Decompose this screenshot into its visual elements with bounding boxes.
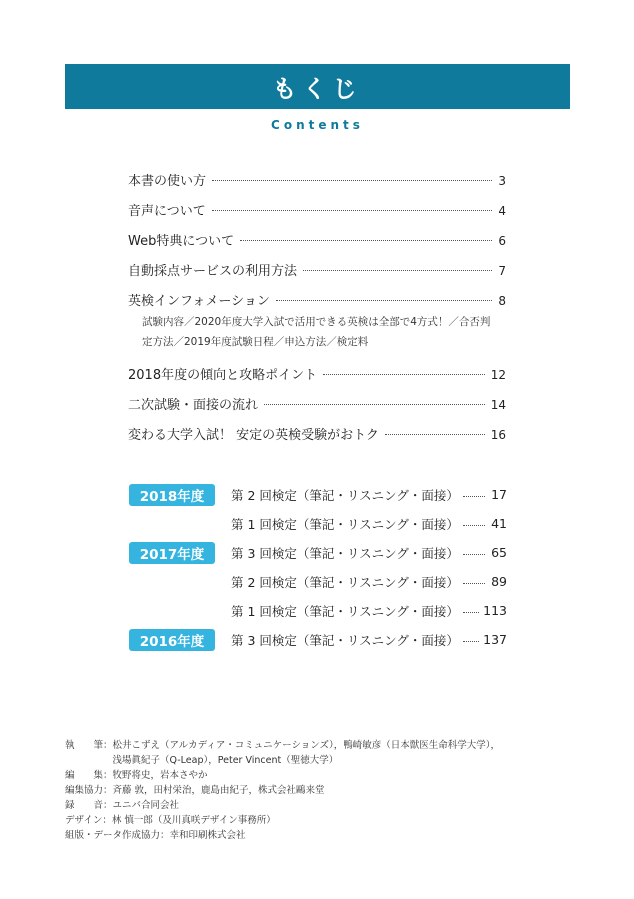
- toc-item-page: 3: [498, 174, 506, 188]
- toc-item-label: 変わる大学入試！ 安定の英検受験がおトク: [128, 428, 379, 443]
- credits: [65, 738, 585, 843]
- credit-line: デザイン：林 慎一郎（及川真咲デザイン事務所）: [65, 815, 276, 826]
- leader-dots: [303, 270, 492, 271]
- year-badge: 2017年度: [129, 542, 215, 564]
- toc-item[interactable]: [128, 364, 506, 384]
- leader-dots: [463, 583, 485, 584]
- toc-item-page: 8: [498, 294, 506, 308]
- exam-label: 第 2 回検定（筆記・リスニング・面接）: [231, 487, 459, 503]
- exam-row[interactable]: [129, 596, 507, 625]
- year-badge: 2016年度: [129, 629, 215, 651]
- toc-item[interactable]: [128, 200, 506, 220]
- toc-item-label: 二次試験・面接の流れ: [128, 398, 259, 413]
- credit-line: 編集協力：斉藤 敦，田村栄治，鹿島由紀子，株式会社鷗来堂: [65, 785, 325, 796]
- exam-label: 第 3 回検定（筆記・リスニング・面接）: [231, 545, 459, 561]
- leader-dots: [463, 554, 485, 555]
- toc-sub-text: 試験内容／2020年度大学入試で活用できる英検は全部で4方式！／合否判: [142, 316, 491, 328]
- page-subtitle: Contents: [271, 118, 364, 132]
- toc-item-label: 本書の使い方: [128, 174, 207, 189]
- credit-line: 録 音：ユニバ合同会社: [65, 800, 180, 811]
- toc-item-page: 14: [490, 398, 506, 412]
- leader-dots: [463, 641, 479, 642]
- toc-item-label: 音声について: [128, 204, 206, 219]
- toc-item[interactable]: [128, 170, 506, 190]
- credit-line: 浅場眞紀子（Q-Leap），Peter Vincent（聖徳大学）: [65, 755, 339, 766]
- exam-label: 第 3 回検定（筆記・リスニング・面接）: [231, 632, 459, 648]
- leader-dots: [463, 525, 485, 526]
- page-title: もくじ: [272, 75, 363, 103]
- credit-line: 編 集：牧野将史，岩本さやか: [65, 770, 208, 781]
- exam-row[interactable]: [129, 538, 507, 567]
- toc-item-label: 2018年度の傾向と攻略ポイント: [128, 368, 318, 383]
- toc-item[interactable]: [128, 230, 506, 250]
- toc-item-label: 英検インフォメーション: [128, 294, 270, 309]
- title-banner: [65, 64, 570, 109]
- leader-dots: [240, 240, 492, 241]
- toc-item-label: Web特典について: [128, 234, 235, 249]
- exam-page: 89: [491, 574, 507, 589]
- toc-item-page: 6: [498, 234, 506, 248]
- leader-dots: [276, 300, 493, 301]
- leader-dots: [212, 180, 492, 181]
- toc-sub-text: 定方法／2019年度試験日程／申込方法／検定料: [142, 336, 369, 348]
- credit-line: 組版・データ作成協力：幸和印刷株式会社: [65, 830, 246, 841]
- leader-dots: [385, 434, 485, 435]
- exam-page: 113: [483, 603, 507, 618]
- toc-item-page: 16: [490, 428, 506, 442]
- leader-dots: [463, 612, 479, 613]
- exam-page: 17: [491, 487, 507, 502]
- exam-row[interactable]: [129, 625, 507, 654]
- leader-dots: [463, 496, 485, 497]
- table-of-contents: [128, 170, 506, 444]
- exam-row[interactable]: [129, 567, 507, 596]
- toc-item[interactable]: [128, 424, 506, 444]
- exam-row[interactable]: [129, 480, 507, 509]
- year-badge: 2018年度: [129, 484, 215, 506]
- toc-item[interactable]: [128, 290, 506, 310]
- exam-label: 第 1 回検定（筆記・リスニング・面接）: [231, 603, 459, 619]
- exam-row[interactable]: [129, 509, 507, 538]
- toc-item-page: 12: [490, 368, 506, 382]
- toc-item-page: 7: [498, 264, 506, 278]
- toc-item-label: 自動採点サービスの利用方法: [128, 264, 298, 279]
- exam-page: 137: [483, 632, 507, 647]
- toc-item[interactable]: [128, 394, 506, 414]
- exam-page: 65: [491, 545, 507, 560]
- leader-dots: [323, 374, 485, 375]
- leader-dots: [212, 210, 493, 211]
- toc-item-page: 4: [498, 204, 506, 218]
- exam-label: 第 1 回検定（筆記・リスニング・面接）: [231, 516, 459, 532]
- credit-line: 執 筆：松井こずえ（アルカディア・コミュニケーションズ），鴨崎敏彦（日本獣医生命科学大学），: [65, 740, 501, 751]
- toc-item[interactable]: [128, 260, 506, 280]
- exam-label: 第 2 回検定（筆記・リスニング・面接）: [231, 574, 459, 590]
- leader-dots: [264, 404, 485, 405]
- exam-list: [129, 480, 507, 654]
- exam-page: 41: [491, 516, 507, 531]
